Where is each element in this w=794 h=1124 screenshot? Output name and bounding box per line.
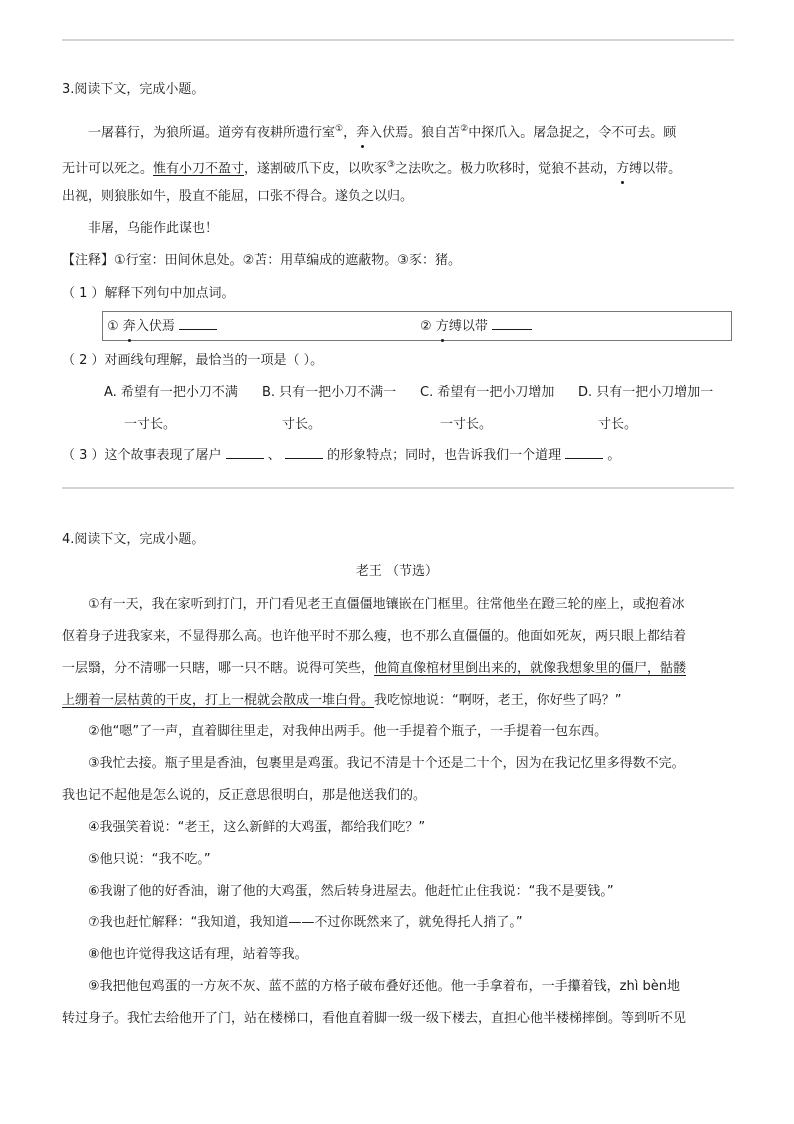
- answer-blank[interactable]: [226, 446, 264, 459]
- answer-blank[interactable]: [285, 446, 323, 459]
- footnote-marker: ②: [460, 124, 469, 134]
- text: 我吃惊地说：“啊呀，老王，你好些了吗？”: [374, 693, 622, 708]
- passage-title: 老王 （节选）: [355, 564, 439, 579]
- answer-blank[interactable]: [565, 446, 603, 459]
- passage-line: ③我忙去接。瓶子里是香油，包裹里是鸡蛋。我记不清是十个还是二十个，因为在我记忆里多得数不完。: [88, 756, 685, 771]
- underlined-sentence: 惟有小刀不盈寸: [153, 161, 245, 177]
- box-item-2: [420, 317, 532, 337]
- text: 入伏焉。狼自苫: [369, 125, 461, 141]
- passage-line-3: 出视，则狼胀如牛，股直不能屈，口张不得合。遂负之以归。: [62, 189, 414, 204]
- option-d-line2: 寸长。: [598, 417, 638, 432]
- option-a-line2: 一寸长。: [124, 417, 177, 432]
- passage-line: 伛着身子进我家来，不显得那么高。也许他平时不那么瘦，也不那么直僵僵的。他面如死灰，两只眼上都结着: [62, 629, 687, 644]
- text: 入伏焉: [135, 319, 179, 334]
- top-divider: [62, 39, 734, 41]
- text: ，: [343, 125, 357, 141]
- footnote-marker: ③: [387, 160, 396, 170]
- passage-line: [62, 659, 686, 679]
- passage-line-1: [88, 119, 676, 143]
- answer-blank[interactable]: [179, 317, 217, 330]
- passage-line: ④我强笑着说：“老王，这么新鲜的大鸡蛋，都给我们吃？”: [88, 820, 426, 835]
- text: 之法吹之。极力吹移时，觉狼不甚动，: [395, 161, 617, 177]
- text: 无计可以死之。: [62, 161, 154, 177]
- dotted-word: 奔: [123, 317, 136, 337]
- text: （ 3 ）这个故事表现了屠户: [62, 448, 226, 463]
- text: 一层翳，分不清哪一只瞎，哪一只不瞎。说得可笑些，: [62, 661, 375, 676]
- passage-line: ⑨我把他包鸡蛋的一方灰不灰、蓝不蓝的方格子破布叠好还他。他一手拿着布，一手攥着钱，zhì bèn地: [88, 979, 680, 994]
- sub-question-1: （ 1 ）解释下列句中加点词。: [62, 286, 235, 301]
- passage-line: ②他“嗯”了一声，直着脚往里走，对我伸出两手。他一手提着个瓶子，一手提着一包东西。: [88, 724, 608, 739]
- text: 。: [603, 448, 621, 463]
- dotted-word: 方: [436, 317, 449, 337]
- text: ②: [420, 319, 436, 334]
- sub-question-2: （ 2 ）对画线句理解，最恰当的一项是（ ）。: [62, 353, 324, 368]
- passage-line: ⑥我谢了他的好香油，谢了他的大鸡蛋，然后转身进屋去。他赶忙止住我说：“我不是要钱。”: [88, 884, 614, 899]
- sub-question-3: [62, 446, 620, 466]
- text: 缚以带。: [629, 161, 682, 177]
- option-d-line1[interactable]: D. 只有一把小刀增加一: [578, 385, 714, 400]
- dotted-word: 奔: [356, 123, 369, 143]
- passage-line: 转过身子。我忙去给他开了门，站在楼梯口，看他直着脚一级一级下楼去，直担心他半楼梯摔倒。等到听不见: [62, 1011, 687, 1026]
- option-b-line2: 寸长。: [282, 417, 322, 432]
- text: 的形象特点；同时，也告诉我们一个道理: [322, 448, 566, 463]
- text: 、: [263, 448, 285, 463]
- dotted-word: 方: [616, 159, 629, 179]
- passage-line: [62, 691, 622, 711]
- text: 一屠暮行，为狼所逼。道旁有夜耕所遗行室: [88, 125, 336, 141]
- question-3-heading: 3.阅读下文，完成小题。: [62, 82, 205, 97]
- text: ，遂割破爪下皮，以吹豕: [244, 161, 388, 177]
- question-4-heading: 4.阅读下文，完成小题。: [62, 532, 205, 547]
- passage-line: ⑧他也许觉得我这话有理，站着等我。: [88, 947, 308, 962]
- answer-blank[interactable]: [492, 317, 532, 330]
- passage-line: ①有一天，我在家听到打门，开门看见老王直僵僵地镶嵌在门框里。往常他坐在蹬三轮的座上，或抱着冰: [88, 597, 685, 612]
- passage-line-4: 非屠，乌能作此谋也！: [88, 221, 219, 236]
- section-divider: [62, 487, 734, 489]
- box-item-1: [107, 317, 217, 337]
- annotation-note: 【注释】①行室：田间休息处。②苫：用草编成的遮蔽物。③豕：猪。: [62, 253, 461, 268]
- option-c-line1[interactable]: C. 希望有一把小刀增加: [420, 385, 555, 400]
- passage-line: 我也记不起他是怎么说的，反正意思很明白，那是他送我们的。: [62, 788, 427, 803]
- underlined-sentence: 上绷着一层枯黄的干皮，打上一棍就会散成一堆白骨。: [62, 693, 375, 708]
- option-a-line1[interactable]: A. 希望有一把小刀不满: [104, 385, 238, 400]
- text: ①: [107, 319, 123, 334]
- option-c-line2: 一寸长。: [440, 417, 493, 432]
- footnote-marker: ①: [335, 124, 344, 134]
- passage-line: ⑦我也赶忙解释：“我知道，我知道——不过你既然来了，就免得托人捎了。”: [88, 915, 523, 930]
- text: 中探爪入。屠急捉之，令不可去。顾: [468, 125, 677, 141]
- text: 缚以带: [448, 319, 492, 334]
- underlined-sentence: 他简直像棺材里倒出来的，就像我想象里的僵尸，骷髅: [374, 661, 687, 676]
- passage-line-2: [62, 155, 681, 179]
- option-b-line1[interactable]: B. 只有一把小刀不满一: [262, 385, 397, 400]
- passage-line: ⑤他只说：“我不吃。”: [88, 852, 211, 867]
